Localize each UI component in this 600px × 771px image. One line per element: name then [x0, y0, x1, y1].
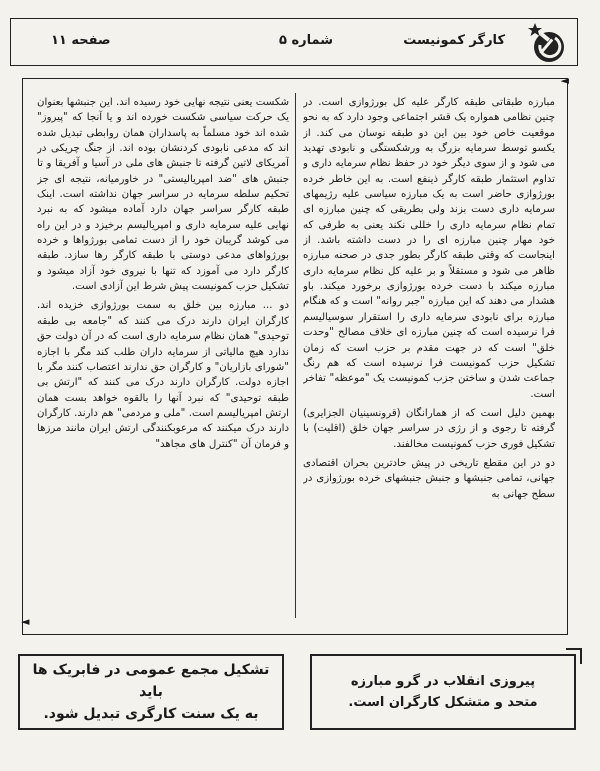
publication-title: کارگر کمونیست: [403, 33, 505, 48]
slogan-line: به یک سنت کارگری تبدیل شود.: [43, 706, 259, 722]
star-hammer-sickle-icon: [525, 21, 569, 65]
paragraph: بهمین دلیل است که از همارانگان (قرونسینیان الجزایری) گرفته تا رجوی و از رژی در سراسر جهان خلق (اقلیت) با تشکیل فوری حزب کمونیست مخالفند.: [303, 407, 555, 450]
corner-mark-icon: [566, 648, 582, 664]
slogan-line: پیروزی انقلاب در گرو مبارزه: [350, 674, 536, 689]
article-column-left: [37, 95, 289, 615]
issue-number: شماره ۵: [279, 33, 334, 48]
slogan-box-left: [18, 654, 284, 730]
slogan-line: متحد و متشکل کارگران است.: [348, 695, 538, 710]
page-header: [10, 18, 578, 66]
continue-arrow-icon: ◄: [560, 74, 569, 87]
article-body: [21, 74, 569, 635]
paragraph: دو در این مقطع تاریخی در پیش حادترین بحران اقتصادی جهانی، تمامی جنبشها و جنبش جنبشهای خرده بورژوازی در سطح جهانی به: [303, 457, 555, 500]
slogan-line: تشکیل مجمع عمومی در فابریک ها باید: [32, 662, 270, 700]
slogan-box-right: [310, 654, 576, 730]
article-column-right: [303, 95, 555, 615]
column-divider: [295, 93, 296, 618]
paragraph: شکست یعنی نتیجه نهایی خود رسیده اند. این جنبشها بعنوان یک حرکت سیاسی شکست خورده اند و یا آنجا که "پیروز" شده اند خود مسلماً به پاسداران همان روابطی تبدیل شده اند که مدعی نابودی کردنشان بوده اند. از جنگ چریکی در آمریکای لاتین گرفته تا جنبش های ملی در آسیا و آفریقا و تا جنبش های "ضد امپریالیستی" در خاورمیانه، نتیجه ای جز تحکیم سلطه سرمایه در سراسر جهان نداشته است. اینک طبقه کارگر سراسر جهان دارد آماده میشود که به نبرد نهایی علیه سرمایه داری و امپریالیسم برخیزد و در این راه می کوشد گریبان خود را از دست تمامی بورژواها و خرده بورژواهای مدعی دوستی با طبقه کارگر رها سازد. طبقه کارگر دارد می آموزد که تنها با نیروی خود آزاد میشود و تشکیل حزب کمونیست پیش شرط این آزادی است.: [37, 97, 289, 293]
paragraph: دو ... مبارزه بین خلق به سمت بورژوازی خزیده اند. کارگران ایران دارند درک می کنند که "جامعه بی طبقه توحیدی" همان نظام سرمایه داری است که در آن دولت حق ندارد هیچ مالیاتی از سرمایه داران طلب کند مگر با اجازه "شورای بازاریان" و کارگران حق ندارند اعتصاب کنند مگر با اجازه دولت. کارگران دارند درک می کنند که "ارتش بی طبقه توحیدی" که نبرد آنها را بالقوه خواهد بست همان ارتش امپریالیسم است. "ملی و مردمی" هم دارند. کارگران دارند درک میکنند که مرعوبکنندگی ارتش ایران مانند مرزها و فرمان آن "کنترل های مجاهد": [37, 300, 289, 450]
continue-arrow-icon: ◄: [21, 615, 30, 628]
page-number: صفحه ۱۱: [51, 33, 111, 48]
paragraph: مبارزه طبقاتی طبقه کارگر علیه کل بورژوازی است. در چنین نظامی همواره یک قشر اجتماعی وجود دارد که به نحو موقعیت خاص خود بین این دو طبقه نوسان می کند. از یکسو توسط سرمایه بزرگ به ورشکستگی و نابودی تهدید می شود و از سوی دیگر خود در حفظ نظام سرمایه داری و تداوم استثمار طبقه کارگر ذینفع است. به این خاطر خرده بورژوازی حاضر است به یک مبارزه سیاسی علیه رژیمهای سرمایه داری دست بزند ولی بطریقی که چنین مبارزه ای تمام نظام سرمایه داری را خللی نکند یعنی به طرفی که خود مهار چنین مبارزه ای را در دست داشته باشد. از اینجاست که وقتی طبقه کارگر بطور جدی در صحنه مبارزه ظاهر می شود و مستقلاً و بر علیه کل نظام سرمایه داری مبارزه میکند با دست خرده بورژوازی برخورد میکند. باو هشدار می دهند که این مبارزه "جبر روانه" است و که هنگام مبارزه برای نابودی سرمایه داری را استقرار سوسیالیسم فرا نرسیده است که چنین مبارزه ای خلاف مصالح "وحدت خلق" است که در جهت مقدم بر حزب است که زمان تشکیل حزب کمونیست فرا نرسیده است که هم رنگ جماعت شدن و ساختن جزب کمونیست یک "موعظه" تفاخر است.: [303, 97, 555, 400]
